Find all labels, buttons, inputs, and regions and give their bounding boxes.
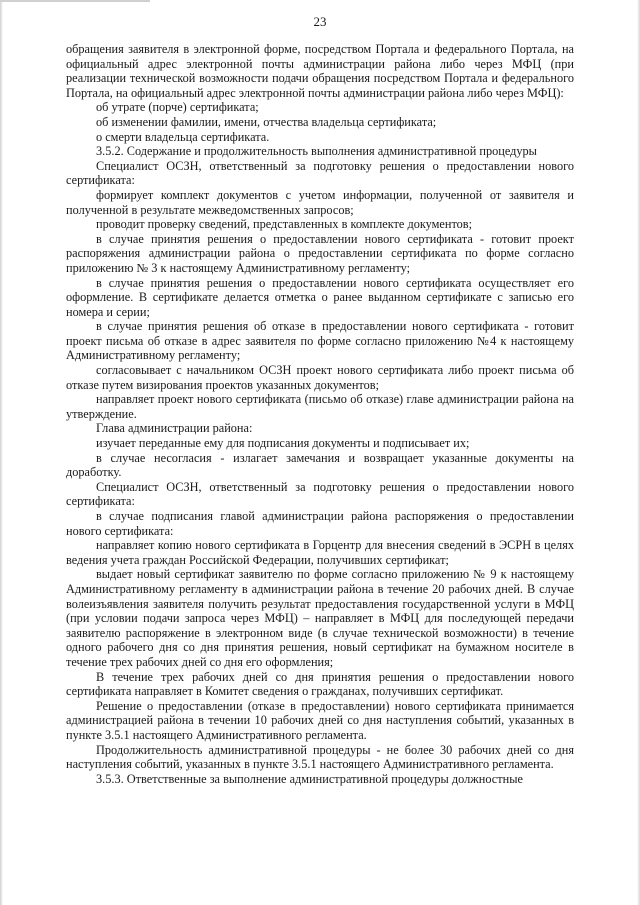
paragraph: Специалист ОСЗН, ответственный за подготовку решения о предоставлении нового сертификата:	[66, 479, 574, 509]
paragraph: согласовывает с начальником ОСЗН проект нового сертификата либо проект письма об отказе путем визирования проектов указанных документов;	[66, 363, 574, 392]
page-number: 23	[313, 14, 327, 29]
paragraph: В течение трех рабочих дней со дня принятия решения о предоставлении нового сертификата направляет в Комитет сведения о гражданах, получивших сертификат.	[66, 669, 574, 699]
paragraph: выдает новый сертификат заявителю по форме согласно приложению № 9 к настоящему Административному регламенту в администрации района в течение 20 рабочих дней. В случае волеизъявления заявителя получить результат предоставления государственной услуги в МФЦ (при условии подачи запроса через МФЦ) – направляет в МФЦ для последующей передачи заявителю распоряжение в электронном виде (в случае технической возможности) в течение одного рабочего дня со дня принятия решения, новый сертификат на бумажном носителе в течение трех рабочих дней со дня его оформления;	[66, 567, 574, 669]
paragraph: в случае подписания главой администрации района распоряжения о предоставлении нового сертификата:	[66, 509, 574, 538]
paragraph: 3.5.2. Содержание и продолжительность выполнения административной процедуры	[96, 144, 537, 159]
paragraph: направляет проект нового сертификата (письмо об отказе) главе администрации района на утверждение.	[66, 392, 574, 421]
document-body	[66, 42, 574, 786]
paragraph: обращения заявителя в электронной форме, посредством Портала и федерального Портала, на официальный адрес электронной почты администрации района либо через МФЦ (при реализации технической возможности подачи обращения посредством Портала и федерального Портала, на официальный адрес электронной почты администрации района либо через МФЦ):	[66, 42, 574, 100]
paragraph: Специалист ОСЗН, ответственный за подготовку решения о предоставлении нового сертификата:	[66, 158, 574, 188]
paragraph: 3.5.3. Ответственные за выполнение административной процедуры должностные	[96, 771, 523, 786]
paragraph: Решение о предоставлении (отказе в предоставлении) нового сертификата принимается администрацией района в течении 10 рабочих дней со дня наступления событий, указанных в пункте 3.5.1 настоящего Административного регламента.	[66, 698, 574, 742]
paragraph: в случае несогласия - излагает замечания и возвращает указанные документы на доработку.	[66, 450, 574, 480]
paragraph: Глава администрации района:	[96, 421, 253, 436]
paragraph: направляет копию нового сертификата в Горцентр для внесения сведений в ЭСРН в целях ведения учета граждан Российской Федерации, получивших сертификат;	[66, 538, 574, 567]
paragraph: Продолжительность административной процедуры - не более 30 рабочих дней со дня наступления событий, указанных в пункте 3.5.1 настоящего Административного регламента.	[66, 742, 574, 772]
paragraph: об изменении фамилии, имени, отчества владельца сертификата;	[96, 114, 437, 129]
paragraph: о смерти владельца сертификата.	[96, 129, 270, 144]
paragraph: формирует комплект документов с учетом информации, полученной от заявителя и полученной в результате межведомственных запросов;	[66, 187, 574, 217]
scan-left-edge	[0, 0, 3, 905]
paragraph: в случае принятия решения об отказе в предоставлении нового сертификата - готовит проект письма об отказе в адрес заявителя по форме согласно приложению №4 к настоящему Административному регламенту;	[66, 319, 574, 363]
paragraph: об утрате (порче) сертификата;	[96, 100, 259, 115]
paragraph: изучает переданные ему для подписания документы и подписывает их;	[96, 436, 470, 451]
paragraph: в случае принятия решения о предоставлении нового сертификата - готовит проект распоряжения администрации района о предоставлении сертификата по форме согласно приложению № 3 к настоящему Административному регламенту;	[66, 231, 574, 275]
scan-top-mark	[0, 0, 150, 2]
paragraph: проводит проверку сведений, представленных в комплекте документов;	[96, 217, 473, 232]
paragraph: в случае принятия решения о предоставлении нового сертификата осуществляет его оформление. В сертификате делается отметка о ранее выданном сертификате с записью его номера и серии;	[66, 275, 574, 319]
